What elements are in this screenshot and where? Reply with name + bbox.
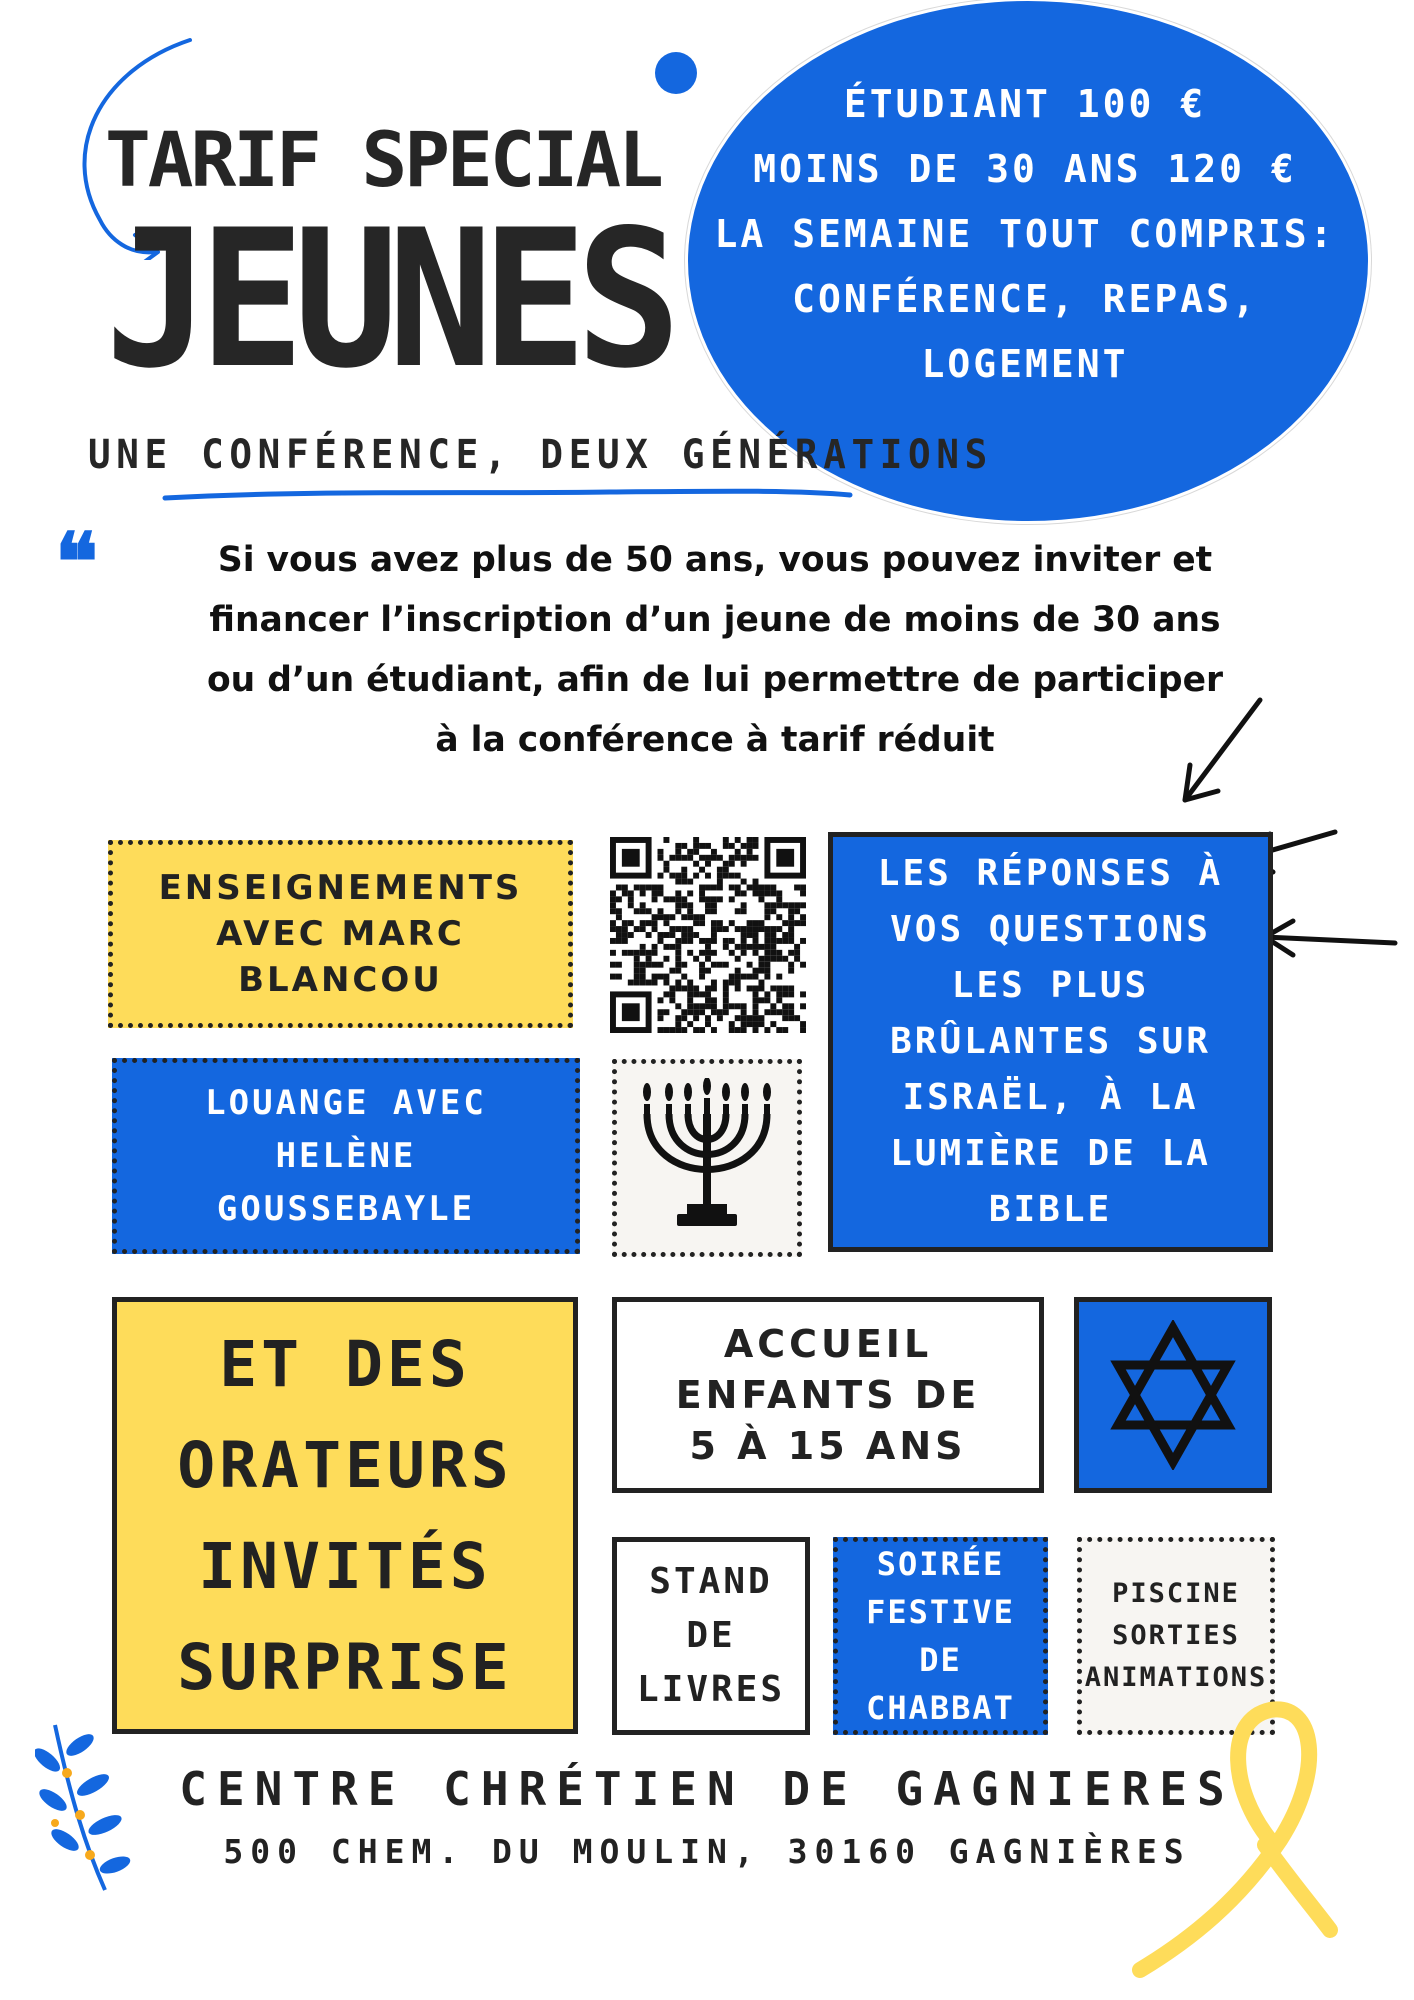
box-line: STAND [649,1561,773,1602]
box-line: ANIMATIONS [1084,1662,1268,1693]
arrow-icon [1255,915,1405,965]
box-line: 5 À 15 ANS [689,1423,967,1468]
subtitle-underline [160,482,860,508]
reponses-box [828,832,1273,1252]
quote-line: financer l’inscription d’un jeune de moins de 30 ans [209,600,1221,640]
box-line: SURPRISE [177,1630,513,1704]
menorah-box [612,1059,802,1257]
quote-icon: ❝ [55,515,99,609]
quote-text [115,530,1315,770]
enseignements-box [108,840,573,1028]
price-info [690,72,1360,397]
box-line: PISCINE [1112,1578,1240,1609]
subtitle: UNE CONFÉRENCE, DEUX GÉNÉRATIONS [88,432,993,478]
quote-line: à la conférence à tarif réduit [435,720,995,760]
box-line: ORATEURS [177,1428,513,1502]
title-line-1: TARIF SPECIAL [105,115,661,204]
box-line: LIVRES [636,1669,786,1710]
box-line: ISRAËL, À LA [902,1077,1199,1118]
soiree-box [833,1537,1048,1735]
stand-box [612,1537,810,1735]
box-line: LES PLUS [951,965,1150,1006]
quote-line: Si vous avez plus de 50 ans, vous pouvez inviter et [217,540,1213,580]
box-line: BRÛLANTES SUR [890,1021,1211,1062]
box-line: GOUSSEBAYLE [216,1188,476,1229]
venue-address: 500 CHEM. DU MOULIN, 30160 GAGNIÈRES [223,1832,1191,1871]
box-line: ENSEIGNEMENTS [158,868,523,908]
quote-line: ou d’un étudiant, afin de lui permettre de participer [206,660,1224,700]
price-line: LA SEMAINE TOUT COMPRIS: [714,212,1336,256]
box-line: ET DES [219,1327,471,1401]
menorah-icon [632,1078,782,1238]
orateurs-box [112,1297,578,1734]
box-line: LOUANGE AVEC [205,1082,487,1123]
accueil-box [612,1297,1044,1493]
box-line: INVITÉS [198,1529,492,1603]
box-line: ENFANTS DE [675,1372,981,1417]
box-line: ACCUEIL [723,1321,933,1366]
qr-code[interactable] [610,837,806,1033]
price-line: LOGEMENT [921,342,1129,386]
box-line: LES RÉPONSES À [877,853,1224,894]
box-line: DE [686,1615,736,1656]
venue-name: CENTRE CHRÉTIEN DE GAGNIERES [179,1762,1235,1816]
louange-box [112,1058,580,1254]
title-line-2: JEUNES [105,189,671,410]
box-line: FESTIVE DE [866,1593,1015,1679]
box-line: AVEC MARC [216,914,465,954]
box-line: CHABBAT [866,1689,1015,1727]
yellow-ribbon-icon [1130,1680,1350,1980]
price-line: CONFÉRENCE, REPAS, [792,277,1258,321]
box-line: VOS QUESTIONS [890,909,1211,950]
price-line: ÉTUDIANT 100 € [843,82,1207,126]
box-line: SOIRÉE [876,1545,1005,1583]
box-line: SORTIES [1112,1620,1240,1651]
box-line: HELÈNE [275,1135,417,1176]
star-of-david-icon [1108,1320,1238,1470]
arrow-icon [1170,695,1270,815]
box-line: BLANCOU [238,960,443,1000]
price-line: MOINS DE 30 ANS 120 € [753,147,1297,191]
star-box [1074,1297,1272,1493]
box-line: LUMIÈRE DE LA [890,1133,1211,1174]
box-line: BIBLE [988,1189,1113,1230]
